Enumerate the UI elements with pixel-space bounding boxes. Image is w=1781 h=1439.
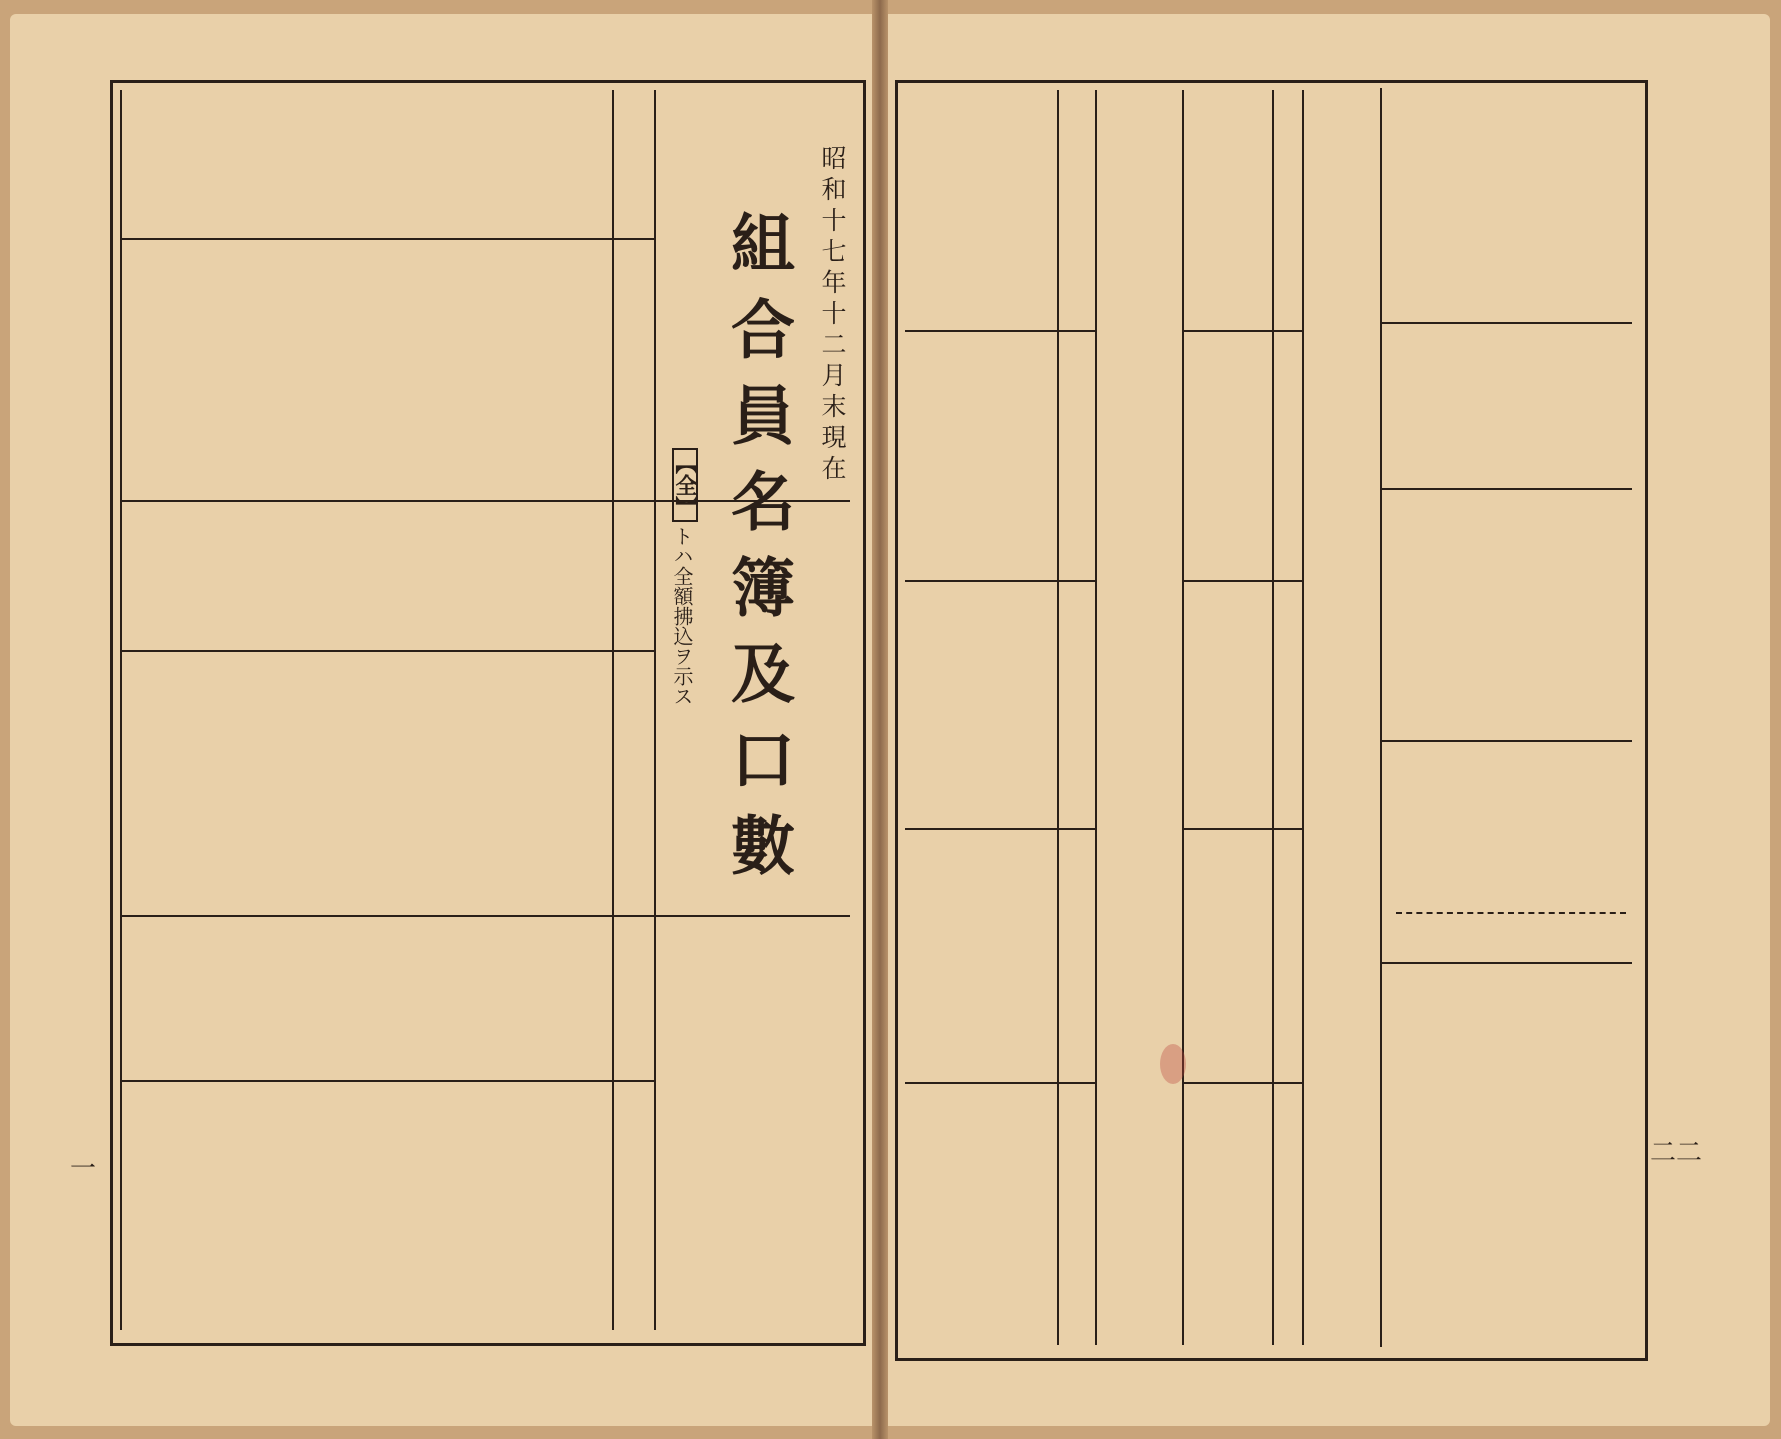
count-name-divider [120, 238, 612, 240]
table2-right-rule [1095, 90, 1097, 1345]
head-divider [1380, 322, 1632, 324]
page-number-left: 一 [70, 1154, 97, 1184]
table1-right-rule [1302, 90, 1304, 1345]
page-number-right: 二二 [1650, 1138, 1703, 1168]
note-mark: 【全】 [672, 448, 698, 522]
note-text: トハ全額拂込ヲ示ス [670, 526, 694, 706]
table-left-rule [1380, 88, 1382, 1347]
note [672, 448, 698, 706]
table2-divider [905, 330, 1095, 332]
table2-divider [905, 580, 1095, 582]
header-divider [612, 1080, 654, 1082]
table1-divider [1182, 828, 1302, 830]
table1-divider [1182, 1082, 1302, 1084]
date-line: 昭和十七年十二月末現在 [818, 145, 847, 486]
table1-divider [1182, 580, 1302, 582]
count-name-divider [120, 650, 612, 652]
header-rule [612, 90, 614, 1330]
table2-divider [905, 1082, 1095, 1084]
header-rule [654, 90, 656, 1330]
inner-rule [120, 90, 122, 1330]
row-divider [1380, 962, 1632, 964]
red-stamp-mark [1160, 1044, 1186, 1084]
header-divider [612, 650, 654, 652]
header-divider [612, 238, 654, 240]
band-divider [120, 915, 850, 917]
row-divider [1380, 740, 1632, 742]
table1-divider [1182, 330, 1302, 332]
table1-header-rule [1272, 90, 1274, 1345]
total-dash-line [1396, 912, 1626, 914]
count-name-divider [120, 1080, 612, 1082]
row-divider [1380, 488, 1632, 490]
table2-divider [905, 828, 1095, 830]
table2-header-rule [1057, 90, 1059, 1345]
book-gutter [872, 0, 888, 1439]
page-title: 組合員名簿及口數 [720, 210, 795, 898]
table1-left-rule [1182, 90, 1184, 1345]
